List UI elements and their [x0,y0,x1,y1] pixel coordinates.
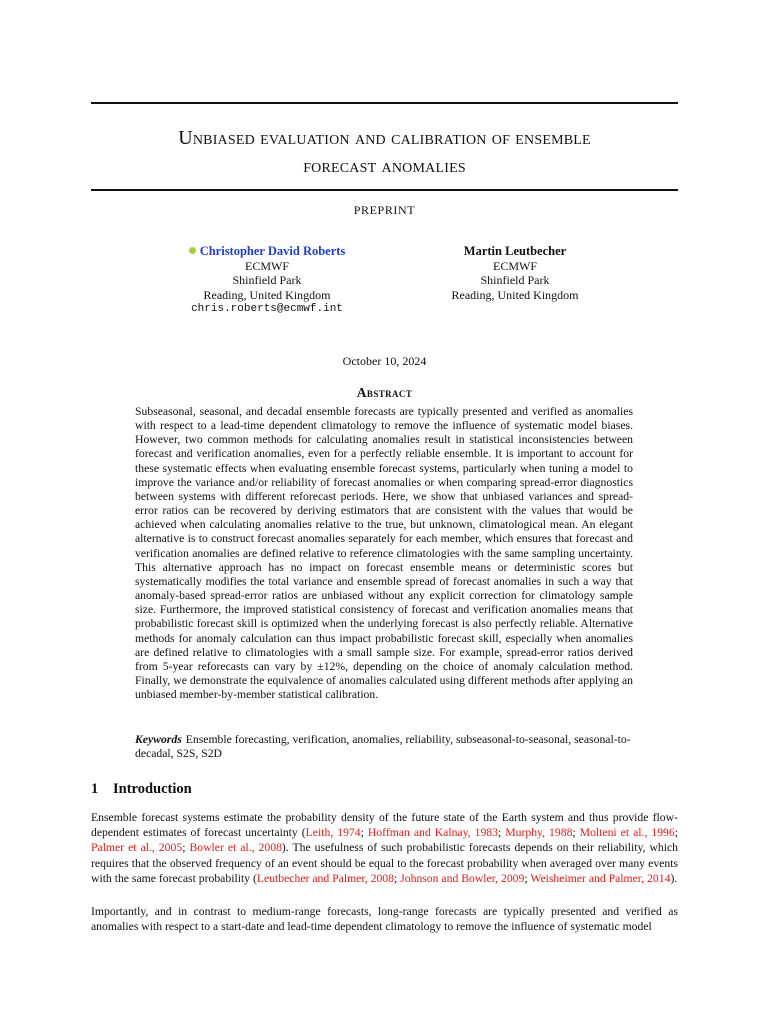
author-address-line: Shinfield Park [480,273,550,287]
author-block-2 [400,244,630,302]
citation-link[interactable]: Leutbecher and Palmer, 2008 [256,871,394,885]
author-block-1 [152,244,382,317]
orcid-icon[interactable] [189,247,196,254]
keywords-label: Keywords [135,733,182,746]
preprint-label: PREPRINT [353,203,416,217]
citation-link[interactable]: Weisheimer and Palmer, 2014 [530,871,671,885]
publication-date: October 10, 2024 [342,354,427,368]
section-number: 1 [91,781,99,797]
citation-separator: ; [524,871,531,885]
author-affiliation: ECMWF [244,258,289,273]
title-bottom-rule [91,189,678,191]
citation-link[interactable]: Molteni et al., 1996 [579,826,675,840]
citation-link[interactable]: Bowler et al., 2008 [189,841,282,855]
author-affiliation: ECMWF [492,258,537,273]
citation-separator: ; [360,826,368,840]
citation-separator: ; [572,826,580,840]
author-address-line: Reading, United Kingdom [203,287,331,302]
abstract-text: Subseasonal, seasonal, and decadal ensemble forecasts are typically presented and verified as anomalies with respect to a lead-time dependent climatology to remove the influence of systematic model biases. However, two common methods for calculating anomalies result in statistical inconsistencies between forecast and verification anomalies, even for a perfectly reliable ensemble. It is important to account for these systematic effects when evaluating ensemble forecast systems, particularly when tuning a model to improve the variance and/or reliability of forecast anomalies or when comparing spread-error diagnostics between systems with different reforecast periods. Here, we show that unbiased variances and spread-error ratios can be recovered by deriving estimators that are consistent with the values that would be achieved when calculating anomalies relative to the true, but unknown, climatological mean. An elegant alternative is to construct forecast anomalies separately for each member, which ensures that forecast and verification anomalies are defined relative to reference climatologies with the same sampling uncertainty. This alternative approach has no impact on forecast ensemble means or deterministic scores but systematically modifies the total variance and ensemble spread of forecast anomalies in such a way that anomaly-based spread-error ratios are unbiased without any explicit correction for climatology sample size. Furthermore, the improved statistical consistency of forecast and verification anomalies means that probabilistic forecast skill is optimized when the underlying forecast is also perfectly reliable. Alternative methods for anomaly calculation can thus impact probabilistic forecast skill, especially when anomalies are defined relative to climatologies with a small sample size. For example, spread-error ratios derived from 5-year reforecasts can vary by ±12%, depending on the choice of anomaly calculation method. Finally, we demonstrate the equivalence of anomalies calculated using different methods after applying an unbiased member-by-member statistical calibration. [135,405,633,702]
title-line-2: forecast anomalies [303,155,466,177]
citation-separator: ; [182,841,190,855]
paper-title [91,124,678,180]
abstract-heading: Abstract [356,385,413,400]
title-top-rule [91,102,678,104]
body-text: ). [670,871,678,885]
author-address-line: Reading, United Kingdom [451,287,579,302]
keywords-text: Ensemble forecasting, verification, anomalies, reliability, subseasonal-to-seasonal, seasonal-to-decadal, S2S, S2D [135,733,631,761]
title-line-1: Unbiased evaluation and calibration of ensemble [178,127,591,149]
citation-link[interactable]: Palmer et al., 2005 [91,841,183,855]
section-heading-introduction [91,781,192,798]
citation-separator: ; [674,826,678,840]
section-title: Introduction [113,781,192,797]
citation-separator: ; [394,871,401,885]
author-address-line: Shinfield Park [232,273,302,287]
body-text: Ensemble forecast systems estimate the probability density of the future state of the Earth system and thus provide flow-dependent estimates of forecast uncertainty ( [91,811,678,840]
body-text: ). The usefulness of such probabilistic forecasts depends on their reliability, which requires that the observed frequency of an event should be equal to the forecast probability when averaged over many events with the same forecast probability ( [91,841,679,885]
author-name-link[interactable]: Christopher David Roberts [199,244,346,258]
citation-link[interactable]: Hoffman and Kalnay, 1983 [367,826,498,840]
author-name: Martin Leutbecher [463,244,567,258]
citation-link[interactable]: Leith, 1974 [305,826,361,840]
author-email: chris.roberts@ecmwf.int [191,303,343,315]
citation-link[interactable]: Murphy, 1988 [505,826,573,840]
intro-paragraph-1 [91,810,678,886]
citation-link[interactable]: Johnson and Bowler, 2009 [400,871,525,885]
citation-separator: ; [497,826,506,840]
keywords [135,733,633,761]
intro-paragraph-2: Importantly, and in contrast to medium-range forecasts, long-range forecasts are typically presented and verified as anomalies with respect to a start-date and lead-time dependent climatology to remove the influence of systematic model [91,905,678,934]
